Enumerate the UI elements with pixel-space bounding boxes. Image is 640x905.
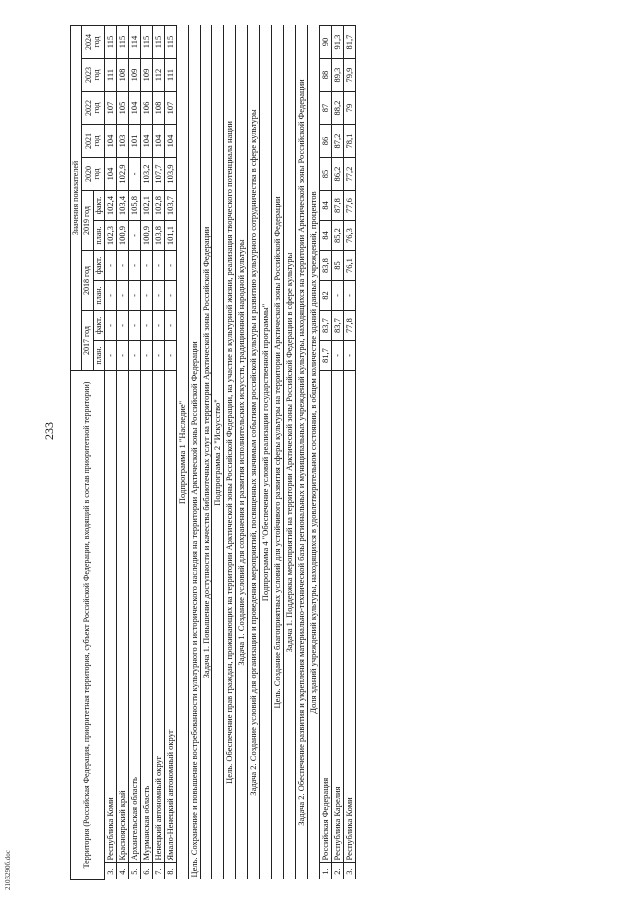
task-row — [236, 26, 248, 880]
subprogram-4-title: Подпрограмма 4 "Обеспечение условий реализации государственной программы" — [260, 26, 272, 880]
document-id: 2103290б.doc — [4, 850, 12, 890]
cell: - — [140, 251, 152, 281]
cell: 89,3 — [331, 59, 343, 92]
cell: 84 — [319, 191, 331, 221]
cell: - — [117, 251, 129, 281]
table-row — [164, 26, 176, 880]
table-row — [343, 26, 355, 880]
row-number: 6. — [140, 863, 152, 880]
table-row — [129, 26, 141, 880]
cell: - — [105, 341, 117, 371]
cell: 102,1 — [140, 191, 152, 221]
year-2020-header: 2020 год — [82, 158, 105, 191]
cell: - — [129, 341, 141, 371]
cell: 87 — [319, 92, 331, 125]
subprogram-2-title: Подпрограмма 2 "Искусство" — [212, 26, 224, 880]
cell: 84 — [319, 221, 331, 251]
cell: 107,7 — [152, 158, 164, 191]
cell: 107 — [164, 92, 176, 125]
indicator-table — [70, 25, 356, 880]
cell: 77,6 — [343, 191, 355, 221]
cell: 101 — [129, 125, 141, 158]
cell: 102,3 — [105, 221, 117, 251]
cell: - — [117, 281, 129, 311]
cell: 104 — [129, 92, 141, 125]
year-2018-header: 2018 год — [82, 251, 93, 311]
subprogram-1-title: Подпрограмма 1 "Наследие" — [176, 26, 188, 880]
plan-header: план. — [93, 341, 104, 371]
task-4-1-text: Задача 1. Поддержка мероприятий на территории Арктической зоны Российской Федерации в сфере культуры — [284, 26, 296, 880]
cell: - — [152, 281, 164, 311]
cell: 85,2 — [331, 221, 343, 251]
cell: 100,9 — [140, 221, 152, 251]
cell: 103,9 — [164, 158, 176, 191]
cell: - — [152, 251, 164, 281]
cell: - — [140, 311, 152, 341]
year-2023-header: 2023 год — [82, 59, 105, 92]
cell: 115 — [152, 26, 164, 59]
cell: 83,7 — [319, 311, 331, 341]
row-number: 4. — [117, 863, 129, 880]
cell: - — [343, 281, 355, 311]
cell: 104 — [152, 125, 164, 158]
cell: 108 — [152, 92, 164, 125]
cell: - — [164, 341, 176, 371]
cell: 87,8 — [331, 191, 343, 221]
year-2022-header: 2022 год — [82, 92, 105, 125]
cell: - — [129, 158, 141, 191]
cell: 77,2 — [343, 158, 355, 191]
cell: 78,1 — [343, 125, 355, 158]
cell: 102,8 — [152, 191, 164, 221]
year-2019-header: 2019 год — [82, 191, 93, 251]
row-territory: Ненецкий автономный округ — [152, 371, 164, 864]
cell: 86,2 — [331, 158, 343, 191]
row-number: 5. — [129, 863, 141, 880]
cell: - — [129, 311, 141, 341]
cell: 104 — [105, 158, 117, 191]
row-territory: Ямало-Ненецкий автономный округ — [164, 371, 176, 864]
task-row — [284, 26, 296, 880]
cell: - — [140, 281, 152, 311]
cell: 102,4 — [105, 191, 117, 221]
cell: 83,8 — [319, 251, 331, 281]
cell: - — [105, 281, 117, 311]
subprogram-row — [260, 26, 272, 880]
cell: 103,4 — [117, 191, 129, 221]
cell: - — [343, 341, 355, 371]
cell: 81,7 — [319, 341, 331, 371]
cell: 82 — [319, 281, 331, 311]
cell: 81,7 — [343, 26, 355, 59]
cell: 88 — [319, 59, 331, 92]
cell: 103,2 — [140, 158, 152, 191]
year-2021-header: 2021 год — [82, 125, 105, 158]
cell: 103,7 — [164, 191, 176, 221]
rotated-table-area — [70, 25, 630, 880]
plan-header: план. — [93, 281, 104, 311]
cell: - — [164, 251, 176, 281]
cell: - — [152, 311, 164, 341]
task-2-1-text: Задача 1. Создание условий для сохранения и развития исполнительских искусств, традиционной народной культуры — [236, 26, 248, 880]
cell: 85 — [331, 251, 343, 281]
row-territory: Мурманская область — [140, 371, 152, 864]
row-territory: Российская Федерация — [319, 371, 331, 864]
cell: - — [331, 341, 343, 371]
table-row — [152, 26, 164, 880]
cell: 79,9 — [343, 59, 355, 92]
cell: - — [140, 341, 152, 371]
cell: 104 — [164, 125, 176, 158]
row-number: 3. — [343, 863, 355, 880]
cell: 105,8 — [129, 191, 141, 221]
row-number: 3. — [105, 863, 117, 880]
cell: 103 — [117, 125, 129, 158]
year-2024-header: 2024 год — [82, 26, 105, 59]
goal-4-text: Цель. Создание благоприятных условий для устойчивого развития сферы культуры на территории Арктической зоны Российской Федерации — [272, 26, 284, 880]
cell: 114 — [129, 26, 141, 59]
goal-2-text: Цель. Обеспечение прав граждан, проживающих на территории Арктической зоны Российской Федерации, на участие в культурной жизни, реализация творческого потенциала нации — [224, 26, 236, 880]
cell: 102,9 — [117, 158, 129, 191]
cell: 115 — [105, 26, 117, 59]
table-row — [117, 26, 129, 880]
cell: 112 — [152, 59, 164, 92]
indicator-title: Доля зданий учреждений культуры, находящихся в удовлетворительном состоянии, в общем количестве зданий данных учреждений, процентов — [307, 26, 319, 880]
cell: 100,9 — [117, 221, 129, 251]
cell: 77,8 — [343, 311, 355, 341]
cell: 111 — [164, 59, 176, 92]
task-row — [295, 26, 307, 880]
goal-1-text: Цель. Сохранение и повышение востребованности культурного и исторического наследия на территории Арктической зоны Российской Федерации — [188, 26, 200, 880]
cell: - — [164, 281, 176, 311]
cell: 109 — [140, 59, 152, 92]
subprogram-row — [176, 26, 188, 880]
task-row — [248, 26, 260, 880]
cell: 104 — [140, 125, 152, 158]
cell: 104 — [105, 125, 117, 158]
cell: 108 — [117, 59, 129, 92]
row-number: 2. — [331, 863, 343, 880]
year-2017-header: 2017 год — [82, 311, 93, 371]
fact-header: факт. — [93, 191, 104, 221]
cell: 107 — [105, 92, 117, 125]
cell: - — [129, 281, 141, 311]
cell: 115 — [140, 26, 152, 59]
cell: 105 — [117, 92, 129, 125]
cell: 86 — [319, 125, 331, 158]
cell: - — [117, 311, 129, 341]
cell: 83,7 — [331, 311, 343, 341]
page-number: 233 — [42, 422, 56, 440]
cell: 87,2 — [331, 125, 343, 158]
indicator-row — [307, 26, 319, 880]
cell: 79 — [343, 92, 355, 125]
task-1-1-text: Задача 1. Повышение доступности и качества библиотечных услуг на территории Арктической зоны Российской Федерации — [200, 26, 212, 880]
fact-header: факт. — [93, 311, 104, 341]
table-row — [319, 26, 331, 880]
task-row — [200, 26, 212, 880]
goal-row — [272, 26, 284, 880]
subprogram-row — [212, 26, 224, 880]
goal-row — [224, 26, 236, 880]
cell: 88,2 — [331, 92, 343, 125]
cell: - — [164, 311, 176, 341]
table-row — [331, 26, 343, 880]
row-number: 1. — [319, 863, 331, 880]
cell: - — [105, 311, 117, 341]
cell: 76,1 — [343, 251, 355, 281]
cell: 111 — [105, 59, 117, 92]
row-territory: Архангельская область — [129, 371, 141, 864]
cell: 85 — [319, 158, 331, 191]
cell: 90 — [319, 26, 331, 59]
cell: - — [331, 281, 343, 311]
cell: 109 — [129, 59, 141, 92]
row-territory: Республика Коми — [343, 371, 355, 864]
row-number: 8. — [164, 863, 176, 880]
cell: 106 — [140, 92, 152, 125]
table-row — [140, 26, 152, 880]
cell: 115 — [117, 26, 129, 59]
task-2-2-text: Задача 2. Создание условий для организации и проведения мероприятий, посвященных значимым событиям российской культуры и развитию культурного сотрудничества в сфере культуры — [248, 26, 260, 880]
cell: - — [129, 251, 141, 281]
cell: - — [152, 341, 164, 371]
task-4-2-text: Задача 2. Обеспечение развития и укрепления материально-технической базы региональных и муниципальных учреждений культуры, находящихся на территории Арктической зоны Российской Федерации — [295, 26, 307, 880]
row-territory: Республика Карелия — [331, 371, 343, 864]
values-header: Значения показателей — [71, 26, 82, 371]
fact-header: факт. — [93, 251, 104, 281]
cell: - — [105, 251, 117, 281]
row-number: 7. — [152, 863, 164, 880]
cell: 76,3 — [343, 221, 355, 251]
cell: 103,8 — [152, 221, 164, 251]
cell: 101,1 — [164, 221, 176, 251]
goal-row — [188, 26, 200, 880]
cell: 91,3 — [331, 26, 343, 59]
cell: 115 — [164, 26, 176, 59]
cell: - — [117, 341, 129, 371]
territory-header: Территория (Российская Федерация, приоритетная территория, субъект Российской Федерации, входящий в состав приоритетной территории) — [71, 371, 105, 880]
row-territory: Республика Коми — [105, 371, 117, 864]
plan-header: план. — [93, 221, 104, 251]
table-row — [105, 26, 117, 880]
row-territory: Красноярский край — [117, 371, 129, 864]
cell: - — [129, 221, 141, 251]
